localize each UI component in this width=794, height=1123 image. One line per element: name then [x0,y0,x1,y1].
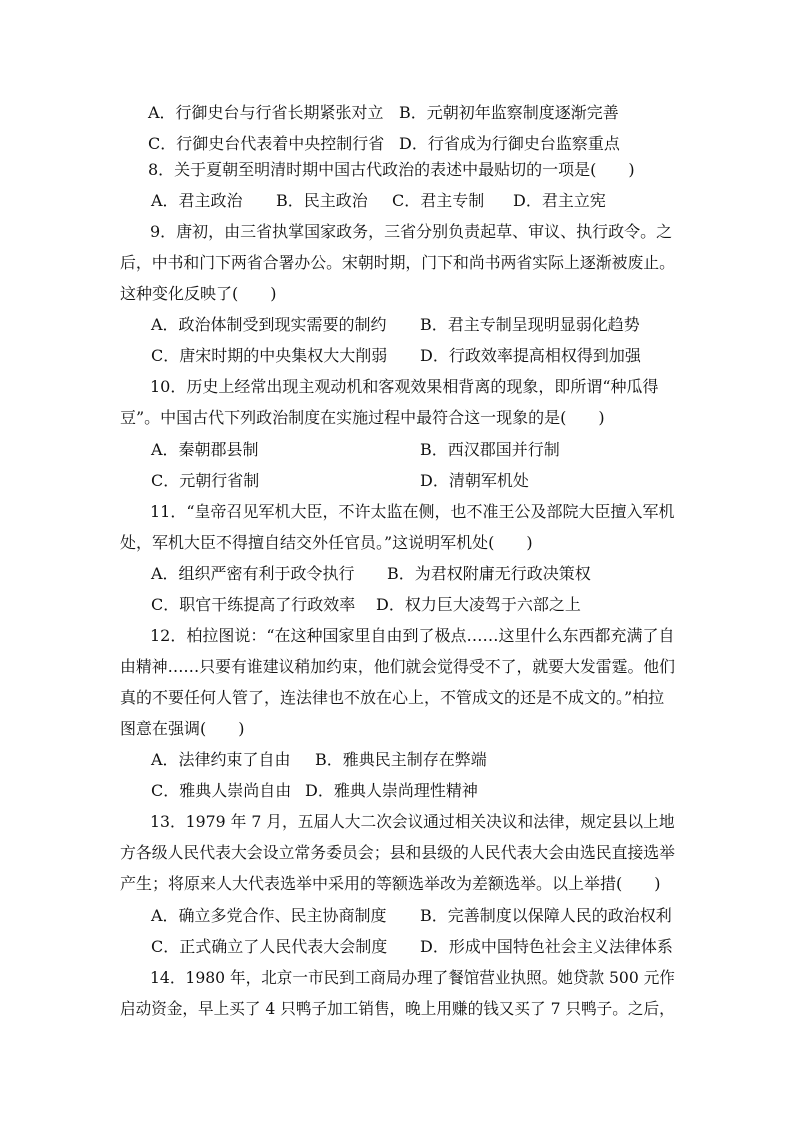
q13-option-b: B．完善制度以保障人民的政治权利 [420,906,672,925]
q13-option-c: C．正式确立了人民代表大会制度 [151,937,388,956]
q14-stem-line-2: 启动资金，早上买了 4 只鸭子加工销售，晚上用赚的钱又买了 7 只鸭子。之后， [120,999,675,1018]
q9-option-d: D．行政效率提高相权得到加强 [420,346,641,365]
q13-stem-line-2: 方各级人民代表大会设立常务委员会；县和县级的人民代表大会由选民直接选举 [120,843,676,862]
q7-option-b: B．元朝初年监察制度逐渐完善 [399,103,619,122]
q12-stem-line-4: 图意在强调( ) [120,719,245,738]
q7-option-c: C．行御史台代表着中央控制行省 [148,134,385,153]
q12-option-d: D．雅典人崇尚理性精神 [305,781,478,800]
q13-option-d: D．形成中国特色社会主义法律体系 [420,937,673,956]
q12-option-c: C．雅典人崇尚自由 [151,781,292,800]
q11-option-c: C．职官干练提高了行政效率 [151,595,356,614]
q9-option-c: C．唐宋时期的中央集权大大削弱 [151,346,388,365]
q12-stem-line-1: 12．柏拉图说：“在这种国家里自由到了极点……这里什么东西都充满了自 [150,626,675,645]
q13-option-a: A．确立多党合作、民主协商制度 [151,906,387,925]
q9-option-b: B．君主专制呈现明显弱化趋势 [420,315,640,334]
q10-option-a: A．秦朝郡县制 [151,440,259,459]
q9-stem-line-3: 这种变化反映了( ) [120,284,277,303]
q8-option-c: C．君主专制 [392,191,485,210]
q12-option-b: B．雅典民主制存在弊端 [315,750,487,769]
q11-option-b: B．为君权附庸无行政决策权 [387,564,591,583]
q8-stem: 8．关于夏朝至明清时期中国古代政治的表述中最贴切的一项是( ) [148,160,635,179]
q9-stem-line-1: 9．唐初，由三省执掌国家政务，三省分别负责起草、审议、执行政令。之 [150,222,673,241]
q12-stem-line-3: 真的不要任何人管了，连法律也不放在心上，不管成文的还是不成文的。”柏拉 [120,688,665,707]
q12-option-a: A．法律约束了自由 [151,750,291,769]
q14-stem-line-1: 14．1980 年，北京一市民到工商局办理了餐馆营业执照。她贷款 500 元作 [150,968,675,987]
q8-option-b: B．民主政治 [276,191,368,210]
q10-stem-line-2: 豆”。中国古代下列政治制度在实施过程中最符合这一现象的是( ) [120,408,605,427]
q10-option-d: D．清朝军机处 [420,471,529,490]
q9-option-a: A．政治体制受到现实需要的制约 [151,315,387,334]
q11-stem-line-2: 处，军机大臣不得擅自结交外任官员。”这说明军机处( ) [120,533,533,552]
q8-option-d: D．君主立宪 [513,191,606,210]
q10-stem-line-1: 10．历史上经常出现主观动机和客观效果相背离的现象，即所谓“种瓜得 [150,377,659,396]
q13-stem-line-1: 13．1979 年 7 月，五届人大二次会议通过相关决议和法律，规定县以上地 [150,812,675,831]
q11-option-d: D．权力巨大凌驾于六部之上 [376,595,581,614]
q7-option-a: A．行御史台与行省长期紧张对立 [148,103,384,122]
q11-stem-line-1: 11．“皇帝召见军机大臣，不许太监在侧，也不准王公及部院大臣擅入军机 [150,502,675,521]
q8-option-a: A．君主政治 [151,191,243,210]
q13-stem-line-3: 产生；将原来人大代表选举中采用的等额选举改为差额选举。以上举措( ) [120,874,661,893]
q10-option-c: C．元朝行省制 [151,471,260,490]
q7-option-d: D．行省成为行御史台监察重点 [399,134,620,153]
q12-stem-line-2: 由精神……只要有谁建议稍加约束，他们就会觉得受不了，就要大发雷霆。他们 [120,657,676,676]
q10-option-b: B．西汉郡国并行制 [420,440,560,459]
q11-option-a: A．组织严密有利于政令执行 [151,564,355,583]
q9-stem-line-2: 后，中书和门下两省合署办公。宋朝时期，门下和尚书两省实际上逐渐被废止。 [120,253,676,272]
